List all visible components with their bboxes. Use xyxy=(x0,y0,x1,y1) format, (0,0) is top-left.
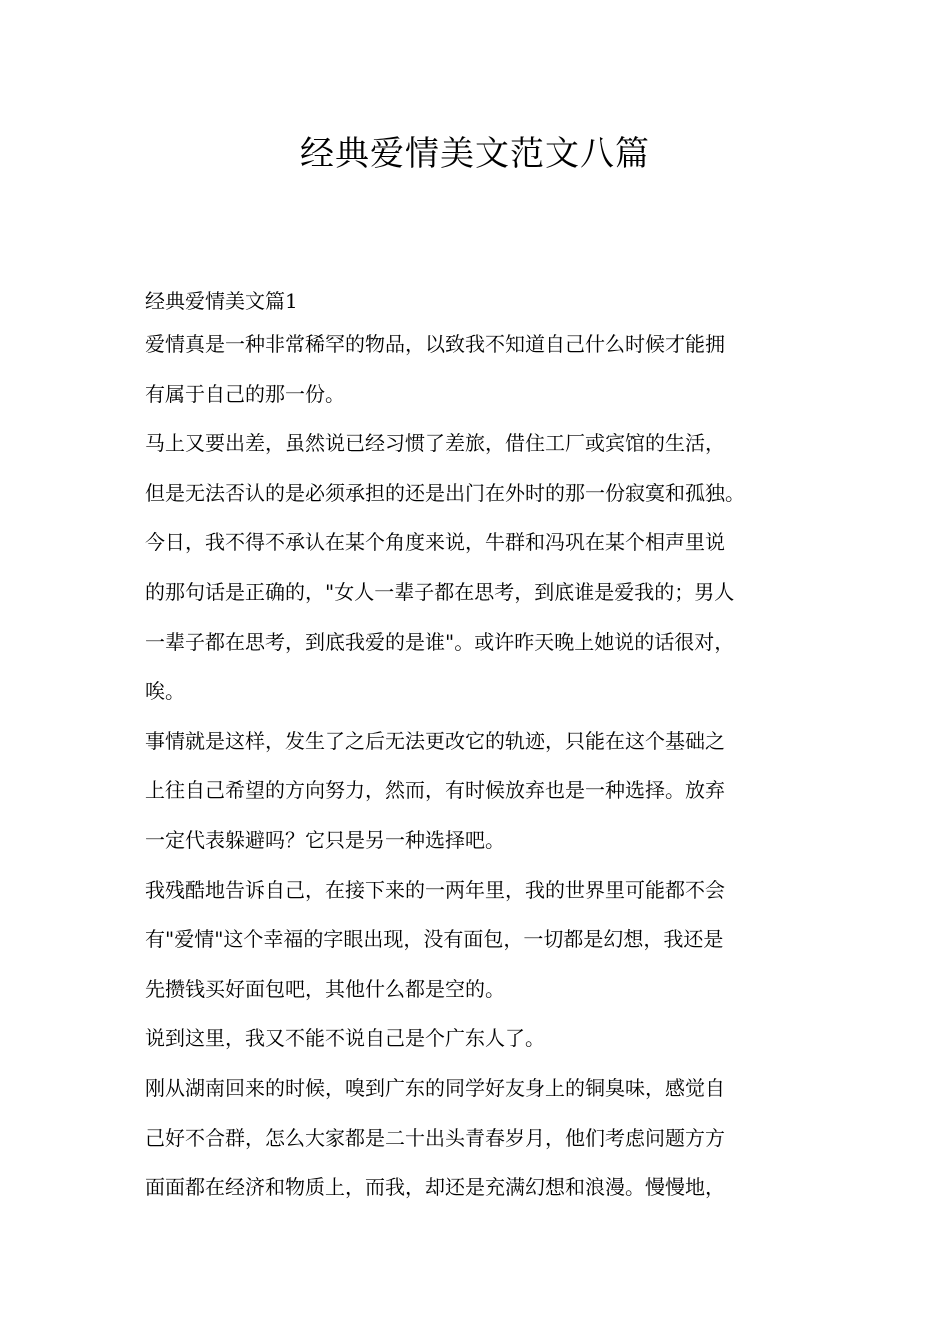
text-line: 的那句话是正确的，"女人一辈子都在思考，到底谁是爱我的；男人 xyxy=(145,579,735,604)
text-line: 一辈子都在思考，到底我爱的是谁"。或许昨天晚上她说的话很对， xyxy=(145,629,735,654)
text-line: 爱情真是一种非常稀罕的物品，以致我不知道自己什么时候才能拥 xyxy=(145,332,725,356)
text-line: 先攒钱买好面包吧，其他什么都是空的。 xyxy=(145,976,505,1001)
document-body xyxy=(145,283,845,1213)
document-title: 经典爱情美文范文八篇 xyxy=(300,134,650,174)
text-line: 有"爱情"这个幸福的字眼出现，没有面包，一切都是幻想，我还是 xyxy=(145,927,724,952)
text-line: 上往自己希望的方向努力，然而，有时候放弃也是一种选择。放弃 xyxy=(145,778,725,803)
text-line: 刚从湖南回来的时候，嗅到广东的同学好友身上的铜臭味，感觉自 xyxy=(145,1075,725,1100)
text-line: 事情就是这样，发生了之后无法更改它的轨迹，只能在这个基础之 xyxy=(145,728,725,753)
section-heading: 经典爱情美文篇1 xyxy=(145,289,298,313)
text-line: 面面都在经济和物质上，而我，却还是充满幻想和浪漫。慢慢地， xyxy=(145,1175,725,1200)
text-line: 马上又要出差，虽然说已经习惯了差旅，借住工厂或宾馆的生活， xyxy=(145,431,725,456)
text-line: 一定代表躲避吗？它只是另一种选择吧。 xyxy=(145,827,505,852)
text-line: 说到这里，我又不能不说自己是个广东人了。 xyxy=(145,1026,545,1051)
text-line: 但是无法否认的是必须承担的还是出门在外时的那一份寂寞和孤独。 xyxy=(145,480,745,505)
text-line: 我残酷地告诉自己，在接下来的一两年里，我的世界里可能都不会 xyxy=(145,877,725,902)
text-line: 唉。 xyxy=(145,679,185,704)
text-line: 有属于自己的那一份。 xyxy=(145,381,345,406)
text-line: 己好不合群，怎么大家都是二十出头青春岁月，他们考虑问题方方 xyxy=(145,1125,725,1150)
text-line: 今日，我不得不承认在某个角度来说，牛群和冯巩在某个相声里说 xyxy=(145,530,725,555)
